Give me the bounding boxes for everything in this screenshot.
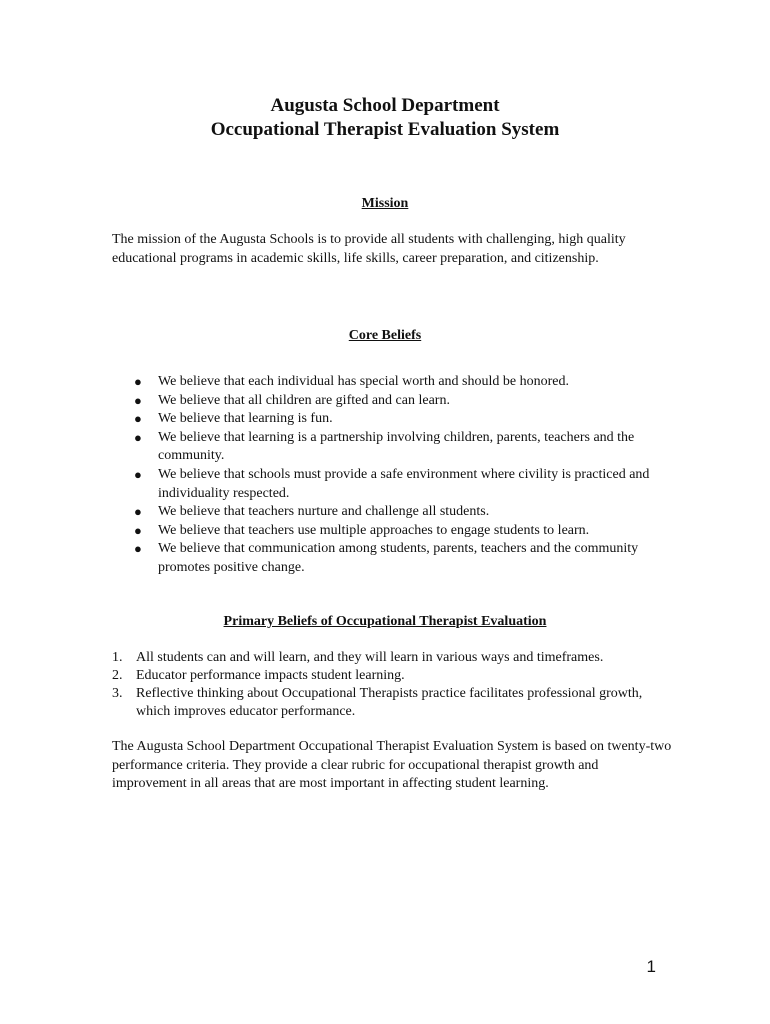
bullet-icon: ● [134, 504, 142, 520]
core-belief-item [0, 373, 658, 392]
bullet-icon: ● [134, 541, 142, 557]
document-title-line-2: Occupational Therapist Evaluation System [210, 119, 560, 140]
bullet-icon: ● [134, 411, 142, 427]
primary-belief-text: Educator performance impacts student learning. [136, 668, 405, 683]
core-belief-item [0, 392, 658, 411]
core-belief-text: We believe that teachers use multiple approaches to engage students to learn. [158, 522, 590, 538]
primary-belief-text: All students can and will learn, and they will learn in various ways and timeframes. [136, 650, 604, 665]
mission-heading: Mission [361, 196, 409, 211]
core-belief-item [0, 429, 658, 466]
primary-beliefs-list [0, 649, 770, 721]
list-number: 2. [112, 668, 123, 683]
bullet-icon: ● [134, 466, 142, 482]
closing-paragraph: The Augusta School Department Occupational Therapist Evaluation System is based on twenty-two performance criteria. They provide a clear rubric for occupational therapist growth and improvement in all areas that are most important in affecting student learning. [112, 739, 672, 791]
list-number: 3. [112, 686, 123, 701]
primary-beliefs-heading: Primary Beliefs of Occupational Therapist Evaluation [223, 614, 547, 629]
page-number: 1 [646, 957, 656, 976]
core-belief-text: We believe that teachers nurture and challenge all students. [158, 504, 490, 520]
bullet-icon: ● [134, 392, 142, 408]
core-beliefs-heading: Core Beliefs [348, 328, 422, 343]
document-title-line-1: Augusta School Department [270, 95, 500, 116]
core-belief-text: We believe that communication among students, parents, teachers and the community promotes positive change. [158, 541, 639, 575]
core-belief-text: We believe that schools must provide a safe environment where civility is practiced and individuality respected. [158, 466, 650, 501]
core-belief-item [0, 466, 658, 503]
primary-belief-text: Reflective thinking about Occupational Therapists practice facilitates professional growth, which improves educator performance. [136, 686, 643, 719]
primary-belief-item [0, 667, 646, 685]
core-belief-text: We believe that learning is a partnership involving children, parents, teachers and the community. [158, 429, 635, 464]
list-number: 1. [112, 650, 123, 665]
primary-belief-item [0, 649, 646, 667]
core-belief-text: We believe that each individual has special worth and should be honored. [158, 374, 569, 389]
mission-paragraph: The mission of the Augusta Schools is to provide all students with challenging, high quality educational programs in academic skills, life skills, career preparation, and citizenship. [112, 232, 626, 266]
core-beliefs-list [0, 373, 770, 578]
bullet-icon: ● [134, 522, 142, 538]
core-belief-text: We believe that learning is fun. [158, 411, 333, 427]
core-belief-item [0, 410, 658, 429]
core-belief-item [0, 503, 658, 522]
bullet-icon: ● [134, 429, 142, 445]
core-belief-item [0, 540, 658, 577]
primary-belief-item [0, 685, 646, 721]
core-belief-item [0, 522, 658, 541]
bullet-icon: ● [134, 374, 142, 389]
core-belief-text: We believe that all children are gifted and can learn. [158, 392, 450, 408]
